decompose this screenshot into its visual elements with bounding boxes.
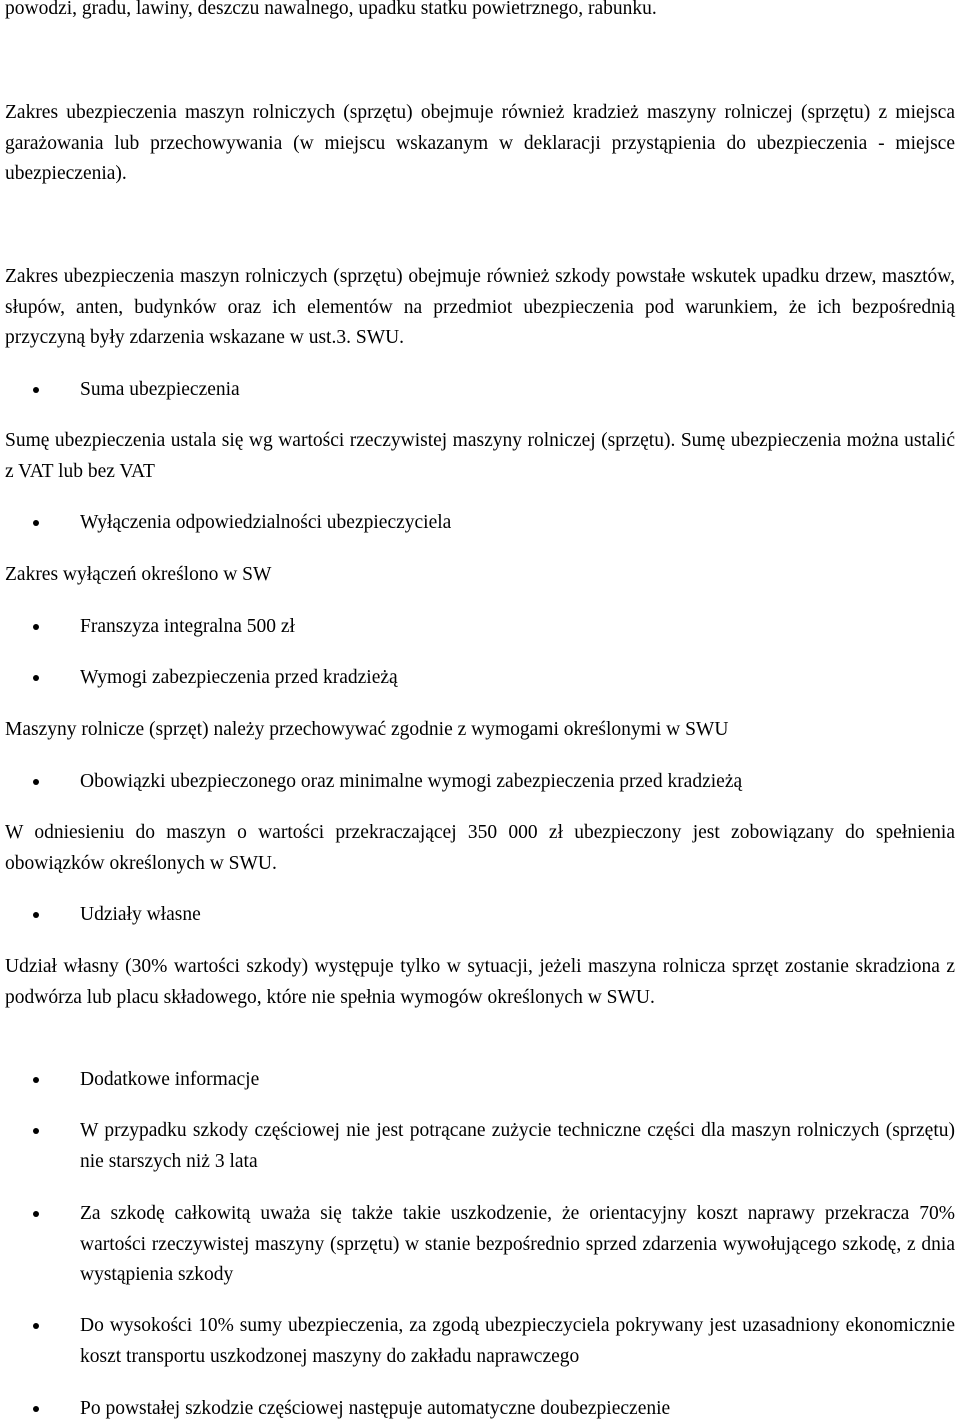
bullet-obligations: Obowiązki ubezpieczonego oraz minimalne wymogi zabezpieczenia przed kradzieżą — [80, 767, 955, 798]
bullet-franchise: Franszyza integralna 500 zł — [80, 612, 955, 643]
bullet-theft-protection: Wymogi zabezpieczenia przed kradzieżą — [80, 663, 955, 694]
paragraph-obligations: W odniesieniu do maszyn o wartości przekraczającej 350 000 zł ubezpieczony jest zobowiązany do spełnienia obowiązków określonych w SWU. — [5, 822, 955, 874]
paragraph-falling-objects-scope: Zakres ubezpieczenia maszyn rolniczych (sprzętu) obejmuje również szkody powstałe wskutek upadku drzew, masztów, słupów, anten, budynków oraz ich elementów na przedmiot ubezpieczenia pod warunkiem, że ich bezpośrednią przyczyną były zdarzenia wskazane w ust.3. SWU. — [5, 266, 955, 348]
bullet-additional-info: Dodatkowe informacje — [80, 1065, 955, 1096]
bullet-exclusions: Wyłączenia odpowiedzialności ubezpieczyciela — [80, 508, 955, 539]
paragraph-deductible: Udział własny (30% wartości szkody) występuje tylko w sytuacji, jeżeli maszyna rolnicza sprzęt zostanie skradziona z podwórza lub placu składowego, które nie spełnia wymogów określonych w SWU. — [5, 956, 955, 1008]
paragraph-hazards-continued: powodzi, gradu, lawiny, deszczu nawalnego, upadku statku powietrznego, rabunku. — [5, 0, 657, 19]
paragraph-exclusions: Zakres wyłączeń określono w SW — [5, 564, 272, 585]
paragraph-storage-requirements: Maszyny rolnicze (sprzęt) należy przechowywać zgodnie z wymogami określonymi w SWU — [5, 719, 729, 740]
bullet-total-loss: Za szkodę całkowitą uważa się także takie uszkodzenie, że orientacyjny koszt naprawy przekracza 70% wartości rzeczywistej maszyny (sprzętu) w stanie bezpośrednio sprzed zdarzenia wywołującego szkodę, z dnia wystąpienia szkody — [80, 1199, 955, 1291]
bullet-automatic-reinsurance: Po powstałej szkodzie częściowej następuje automatyczne doubezpieczenie — [80, 1394, 955, 1425]
bullet-sum-insured: Suma ubezpieczenia — [80, 375, 955, 406]
paragraph-sum-insured: Sumę ubezpieczenia ustala się wg wartości rzeczywistej maszyny rolniczej (sprzętu). Sumę ubezpieczenia można ustalić z VAT lub bez VAT — [5, 430, 955, 482]
bullet-partial-damage-wear: W przypadku szkody częściowej nie jest potrącane zużycie techniczne części dla maszyn rolniczych (sprzętu) nie starszych niż 3 lata — [80, 1116, 955, 1177]
bullet-transport-cost: Do wysokości 10% sumy ubezpieczenia, za zgodą ubezpieczyciela pokrywany jest uzasadniony ekonomicznie koszt transportu uszkodzonej maszyny do zakładu naprawczego — [80, 1311, 955, 1372]
paragraph-theft-scope: Zakres ubezpieczenia maszyn rolniczych (sprzętu) obejmuje również kradzież maszyny rolniczej (sprzętu) z miejsca garażowania lub przechowywania (w miejscu wskazanym w deklaracji przystąpienia do ubezpieczenia - miejsce ubezpieczenia). — [5, 102, 955, 184]
bullet-deductibles: Udziały własne — [80, 900, 955, 931]
